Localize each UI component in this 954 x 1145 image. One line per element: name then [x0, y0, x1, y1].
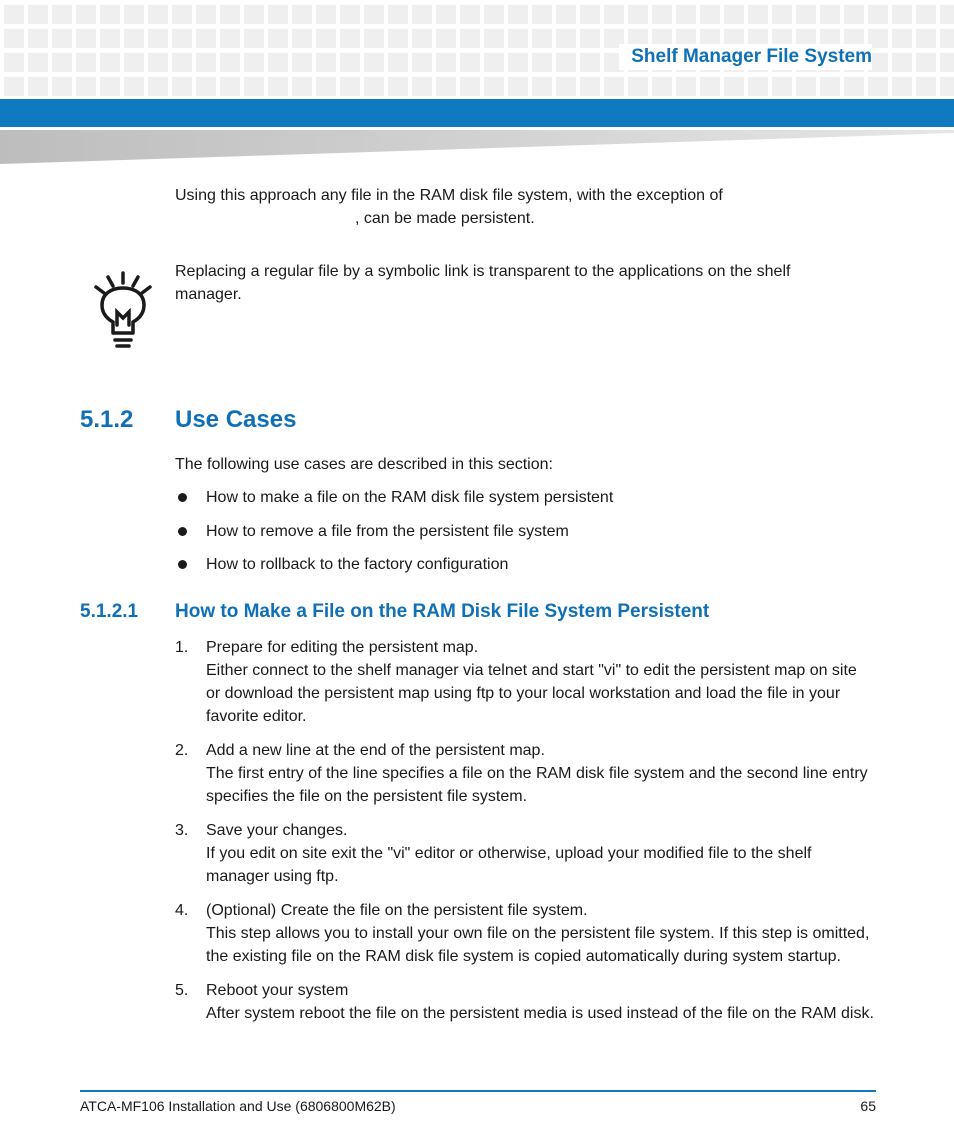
header-band	[0, 99, 954, 127]
subsection-number: 5.1.2.1	[80, 601, 139, 622]
tip-note: Replacing a regular file by a symbolic link is transparent to the applications on the shelf manager.	[175, 263, 791, 303]
subsection-title: How to Make a File on the RAM Disk File System Persistent	[175, 601, 710, 622]
step-title: Reboot your system	[206, 982, 349, 999]
list-item-text: How to make a file on the RAM disk file system persistent	[206, 489, 614, 506]
use-case-list	[175, 486, 613, 587]
step-title: Prepare for editing the persistent map.	[206, 639, 479, 656]
list-item-text: How to remove a file from the persistent file system	[206, 522, 569, 540]
step-number: 3.	[175, 822, 189, 839]
step-item	[175, 979, 875, 1025]
step-detail: After system reboot the file on the persistent media is used instead of the file on the RAM disk.	[206, 1005, 874, 1022]
list-item	[175, 553, 613, 587]
step-number: 4.	[175, 902, 189, 919]
header-wedge	[0, 130, 954, 164]
step-item	[175, 636, 875, 728]
procedure-steps	[175, 636, 875, 1036]
footer-doc-title: ATCA-MF106 Installation and Use (6806800M62B)	[80, 1098, 396, 1114]
intro-line-2: , can be made persistent.	[355, 210, 535, 227]
step-item	[175, 739, 875, 808]
section-number: 5.1.2	[80, 406, 134, 433]
intro-paragraph	[175, 184, 795, 230]
section-intro: The following use cases are described in this section:	[175, 456, 553, 473]
step-detail: If you edit on site exit the "vi" editor or otherwise, upload your modified file to the shelf manager using ftp.	[206, 845, 812, 885]
section-title: Use Cases	[175, 406, 297, 433]
step-number: 1.	[175, 639, 189, 656]
step-number: 2.	[175, 742, 189, 759]
step-number: 5.	[175, 982, 189, 999]
step-item	[175, 819, 875, 888]
step-detail: Either connect to the shelf manager via telnet and start "vi" to edit the persistent map on site or download the persistent map using ftp to your local workstation and load the file in your favorite editor.	[206, 662, 857, 725]
step-item	[175, 899, 875, 968]
lightbulb-icon	[92, 270, 154, 350]
list-item	[175, 520, 613, 554]
step-title: (Optional) Create the file on the persistent file system.	[206, 902, 588, 919]
list-item	[175, 486, 613, 520]
page-number: 65	[860, 1098, 876, 1114]
step-detail: The first entry of the line specifies a file on the RAM disk file system and the second line entry specifies the file on the persistent file system.	[206, 765, 868, 805]
list-item-text: How to rollback to the factory configuration	[206, 556, 509, 573]
intro-line-1: Using this approach any file in the RAM disk file system, with the exception of	[175, 187, 723, 204]
bullet-dot-icon	[178, 560, 187, 569]
bullet-dot-icon	[178, 493, 187, 502]
step-title: Add a new line at the end of the persistent map.	[206, 742, 545, 759]
step-title: Save your changes.	[206, 822, 348, 839]
running-header-title: Shelf Manager File System	[619, 44, 872, 70]
step-detail: This step allows you to install your own file on the persistent file system. If this step is omitted, the existing file on the RAM disk file system is copied automatically during system startup.	[206, 925, 870, 965]
bullet-dot-icon	[178, 527, 187, 536]
footer-rule	[80, 1090, 876, 1092]
